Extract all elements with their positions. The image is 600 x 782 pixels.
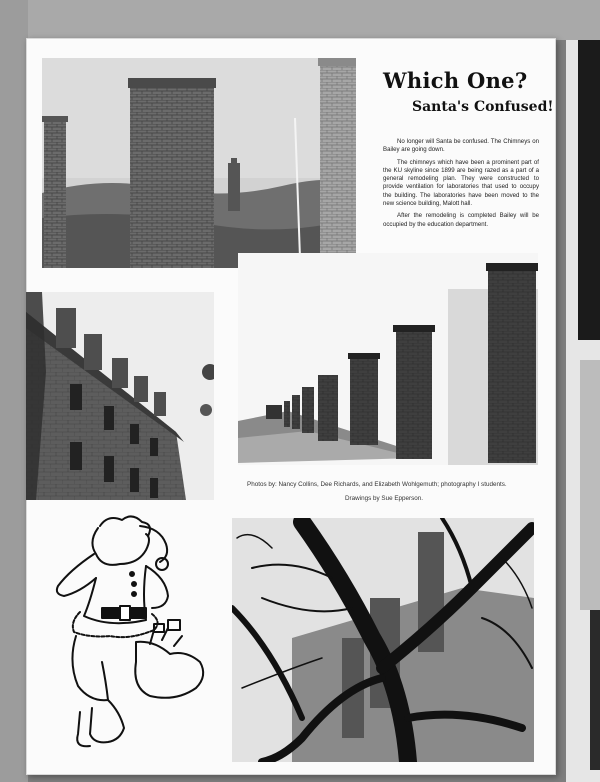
drawing-credit: Drawings by Sue Epperson. — [345, 495, 424, 502]
photo-credit: Photos by: Nancy Collins, Dee Richards, and Elizabeth Wohlgemuth; photography I students. — [247, 481, 507, 488]
article-paragraph: No longer will Santa be confused. The Chimneys on Bailey are going down. — [383, 138, 539, 154]
photo-bailey-building — [26, 292, 214, 500]
photo-chimney-row — [238, 253, 538, 465]
article-paragraph: After the remodeling is completed Bailey will be occupied by the education department. — [383, 212, 539, 228]
adjacent-page-photo — [578, 40, 600, 340]
adjacent-page-photo — [580, 360, 600, 610]
article-subtitle: Santa's Confused! — [412, 99, 554, 115]
santa-drawing — [50, 512, 210, 757]
adjacent-page-photo — [590, 610, 600, 770]
article-title: Which One? — [383, 68, 528, 93]
photo-tree-bailey — [232, 518, 534, 762]
photo-chimneys-skyline — [42, 58, 356, 268]
background-top — [0, 0, 600, 40]
article-body — [383, 138, 539, 233]
article-paragraph: The chimneys which have been a prominent part of the KU skyline since 1899 are being razed as a part of a general remodeling plan. They were constructed to provide ventilation for laboratories that used to occupy the building. The laboratories have been moved to the new science building, Malott hall. — [383, 158, 539, 208]
background-left — [0, 0, 28, 782]
